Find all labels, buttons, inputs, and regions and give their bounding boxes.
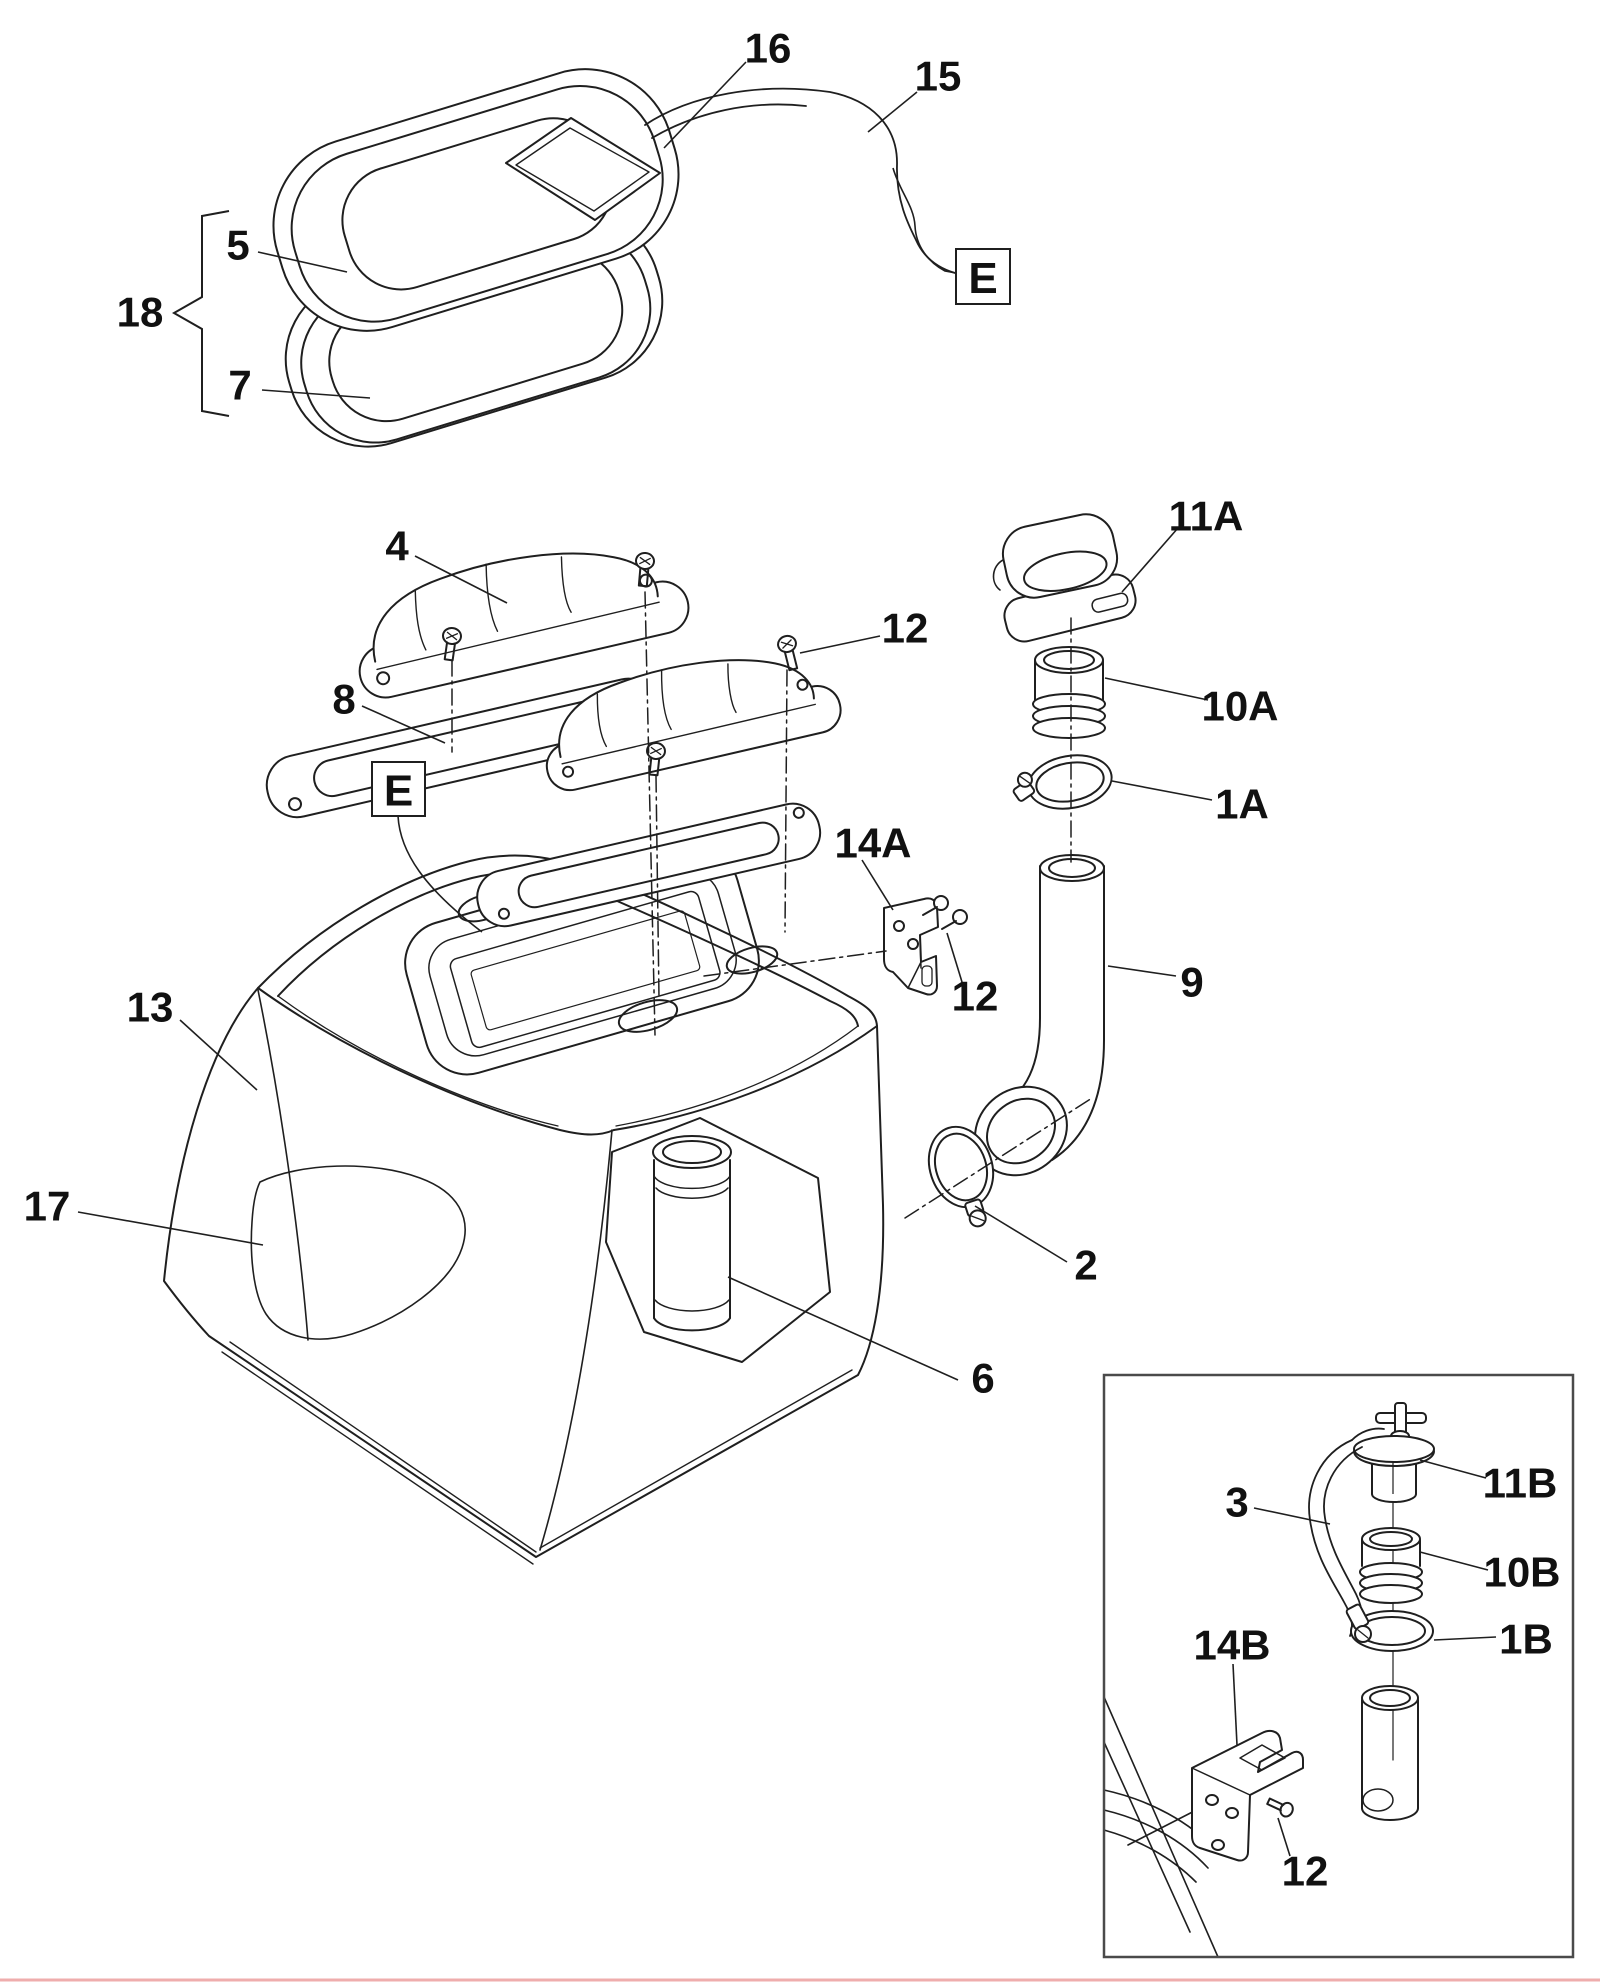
label-11A: 11A: [1168, 492, 1244, 540]
label-1A: 1A: [1215, 780, 1269, 828]
label-10B-leader: [1420, 1552, 1488, 1570]
label-14A-leader: [862, 860, 893, 910]
louver-part4b: [531, 633, 845, 795]
detail-e-mid-letter: E: [383, 766, 414, 816]
label-13: 13: [126, 983, 174, 1031]
label-3-leader: [1254, 1508, 1330, 1524]
hose-part10B: [1360, 1528, 1422, 1603]
bracket-part14B: [1192, 1731, 1303, 1861]
valve-part11B: [1354, 1403, 1434, 1502]
label-14B-leader: [1233, 1664, 1237, 1745]
brace-18: [174, 211, 229, 416]
label-16: 16: [744, 24, 792, 72]
label-8: 8: [332, 675, 356, 723]
pipe-part-inset: [1362, 1686, 1418, 1820]
label-1A-leader: [1112, 781, 1212, 800]
label-9: 9: [1180, 958, 1204, 1006]
label-12-inset: 12: [1281, 1847, 1329, 1895]
label-12-bracket: 12: [951, 972, 999, 1020]
label-7: 7: [228, 361, 252, 409]
detail-e-top-letter: E: [968, 254, 998, 303]
label-4: 4: [385, 522, 409, 570]
hose-part10A: [1033, 647, 1105, 738]
bracket-part14A: [884, 898, 938, 994]
label-10A-leader: [1105, 678, 1208, 700]
label-11B-leader: [1420, 1460, 1486, 1478]
label-17: 17: [23, 1182, 71, 1230]
label-3: 3: [1225, 1478, 1249, 1526]
label-1B: 1B: [1499, 1615, 1553, 1663]
label-12-louver-leader: [800, 636, 880, 653]
clamp-part1B: [1346, 1604, 1433, 1651]
label-6: 6: [971, 1354, 995, 1402]
trim-part15: [645, 89, 955, 273]
label-10A: 10A: [1201, 682, 1279, 730]
cap-part11A: [994, 509, 1140, 645]
label-2-leader: [975, 1206, 1067, 1262]
label-14B: 14B: [1193, 1621, 1271, 1669]
clamp-part1A: [1008, 749, 1116, 818]
label-15: 15: [914, 52, 962, 100]
inset-detail-group: [1104, 1403, 1434, 1957]
label-5: 5: [226, 221, 250, 269]
label-10B: 10B: [1483, 1548, 1561, 1596]
screw-12-inset: [1266, 1795, 1295, 1819]
label-11B: 11B: [1482, 1459, 1558, 1507]
label-1B-leader: [1434, 1637, 1496, 1640]
label-2: 2: [1074, 1241, 1098, 1289]
label-9-leader: [1108, 966, 1176, 976]
detail-e-top-leader: [893, 168, 956, 273]
label-14A: 14A: [834, 819, 912, 867]
label-12-louver: 12: [881, 604, 929, 652]
label-18: 18: [116, 288, 164, 336]
label-16-leader: [664, 62, 746, 148]
